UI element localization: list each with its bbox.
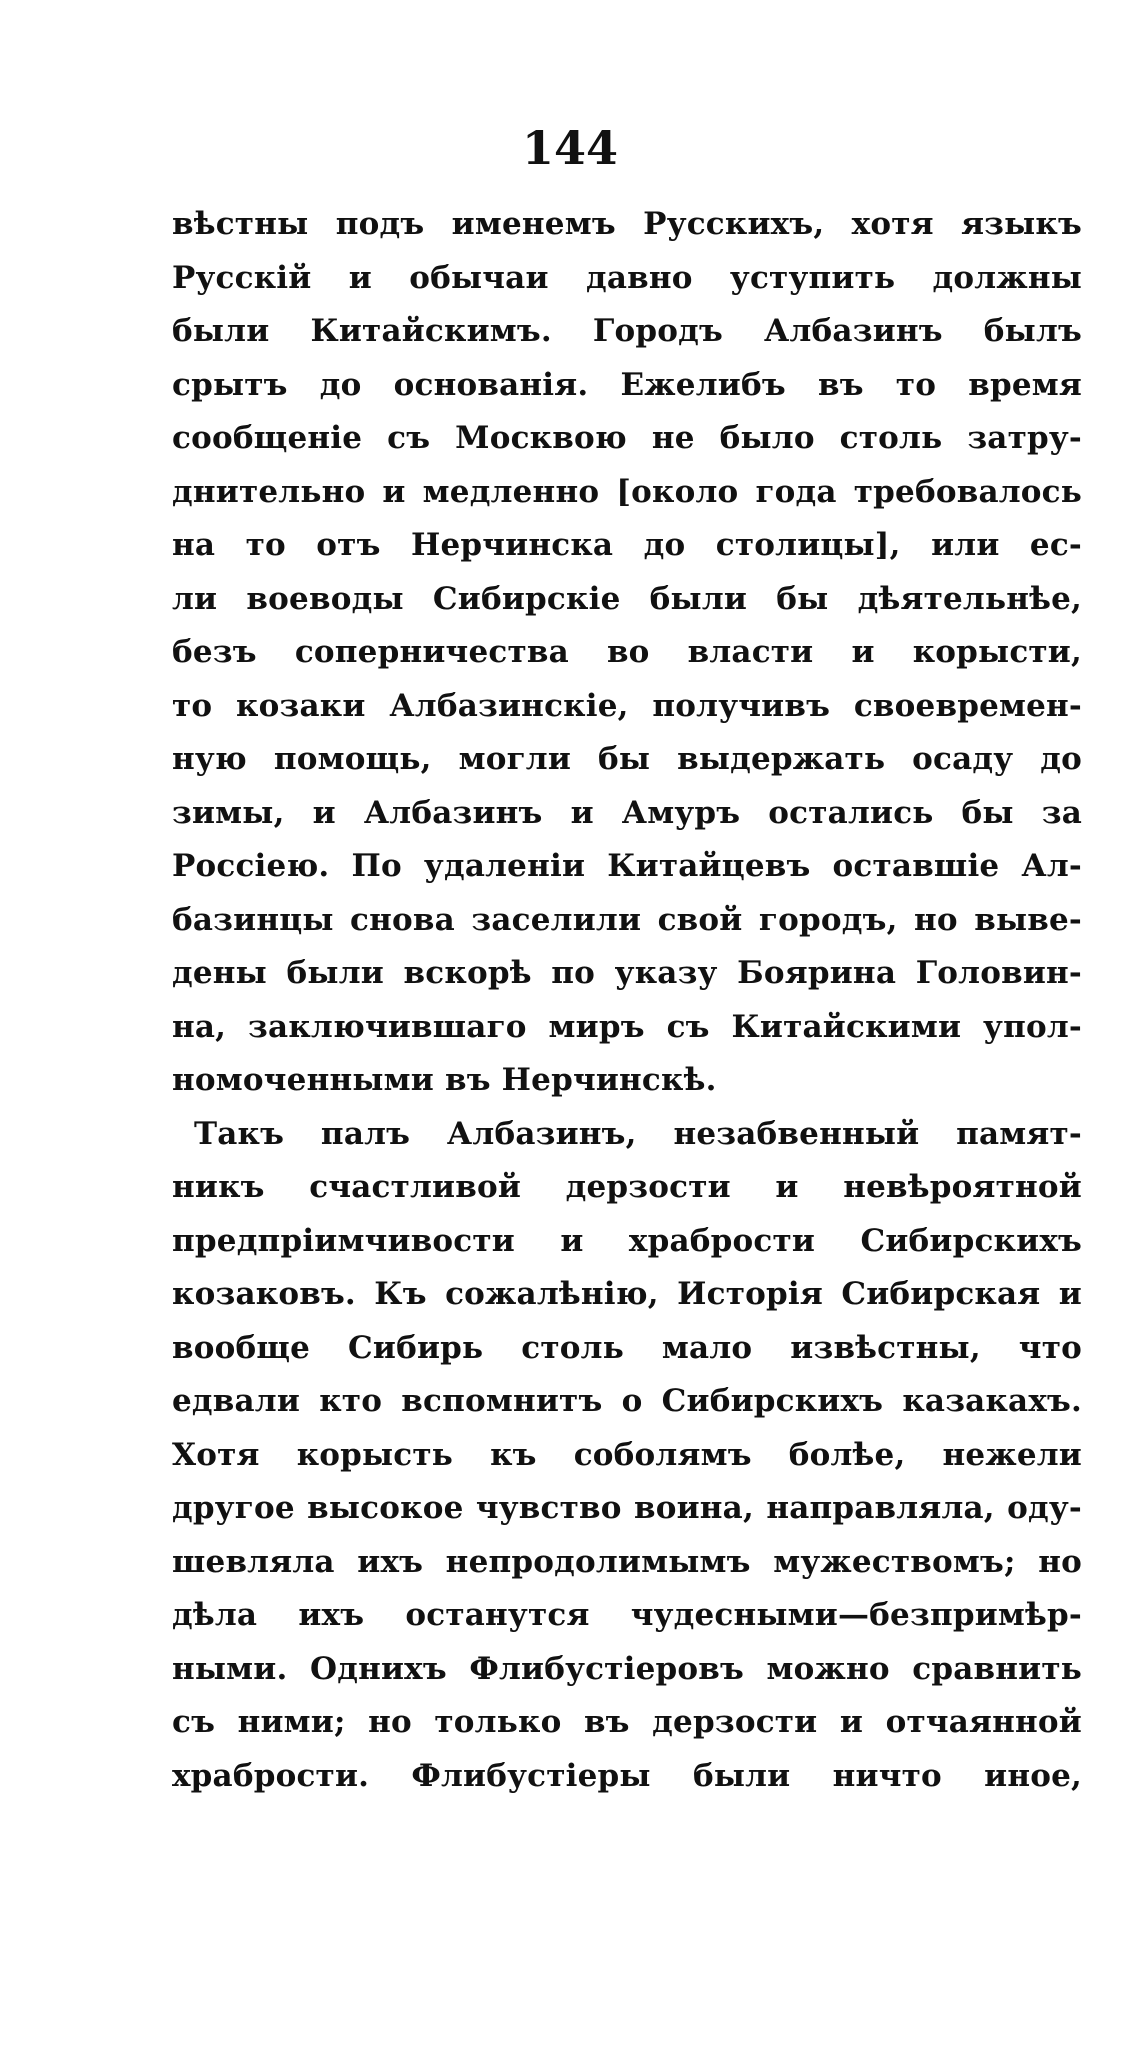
text-line: другое высокое чувство воина, направляла, оду- — [172, 1490, 1082, 1526]
text-line: на то отъ Нерчинска до столицы], или ес- — [172, 527, 1082, 563]
text-line: съ ними; но только въ дерзости и отчаянной — [172, 1704, 1082, 1740]
text-line: срытъ до основанія. Ежелибъ въ то время — [172, 366, 1082, 403]
text-line: ли воеводы Сибирскіе были бы дѣятельнѣе, — [172, 580, 1082, 617]
text-line: Хотя корысть къ соболямъ болѣе, нежели — [172, 1436, 1082, 1473]
text-line: были Китайскимъ. Городъ Албазинъ былъ — [172, 313, 1082, 349]
text-line: никъ счастливой дерзости и невѣроятной — [172, 1169, 1082, 1205]
text-line: вѣстны подъ именемъ Русскихъ, хотя языкъ — [172, 206, 1082, 242]
text-line: шевляла ихъ непродолимымъ мужествомъ; но — [172, 1543, 1082, 1580]
text-line: базинцы снова заселили свой городъ, но выве- — [172, 901, 1082, 938]
text-line: Русскій и обычаи давно уступить должны — [172, 259, 1082, 296]
text-line: храбрости. Флибустіеры были ничто иное, — [172, 1757, 1082, 1794]
text-line: днительно и медленно [около года требовалось — [172, 473, 1082, 510]
text-line: сообщеніе съ Москвою не было столь затру- — [172, 420, 1082, 456]
page-number: 144 — [521, 121, 619, 175]
text-line: дены были вскорѣ по указу Боярина Головин- — [172, 955, 1082, 991]
text-line: вообще Сибирь столь мало извѣстны, что — [172, 1329, 1082, 1366]
text-line: ными. Однихъ Флибустіеровъ можно сравнить — [172, 1650, 1082, 1687]
text-line: на, заключившаго миръ съ Китайскими упол- — [172, 1008, 1082, 1045]
text-line: козаковъ. Къ сожалѣнію, Исторія Сибирская и — [172, 1276, 1082, 1312]
text-line-paragraph-end: номоченными въ Нерчинскѣ. — [172, 1062, 717, 1098]
text-line: то козаки Албазинскіе, получивъ своевремен- — [172, 687, 1082, 724]
text-line: Россіею. По удаленіи Китайцевъ оставшіе Ал- — [172, 848, 1082, 884]
text-line: зимы, и Албазинъ и Амуръ остались бы за — [172, 794, 1082, 831]
text-line: ную помощь, могли бы выдержать осаду до — [172, 741, 1082, 777]
text-line-paragraph-start: Такъ палъ Албазинъ, незабвенный памят- — [194, 1115, 1082, 1152]
text-line: предпріимчивости и храбрости Сибирскихъ — [172, 1222, 1082, 1259]
body-text — [172, 198, 1082, 1803]
text-line: дѣла ихъ останутся чудесными—безпримѣр- — [172, 1597, 1082, 1633]
text-line: едвали кто вспомнитъ о Сибирскихъ казакахъ. — [172, 1383, 1082, 1419]
text-line: безъ соперничества во власти и корысти, — [172, 634, 1082, 670]
